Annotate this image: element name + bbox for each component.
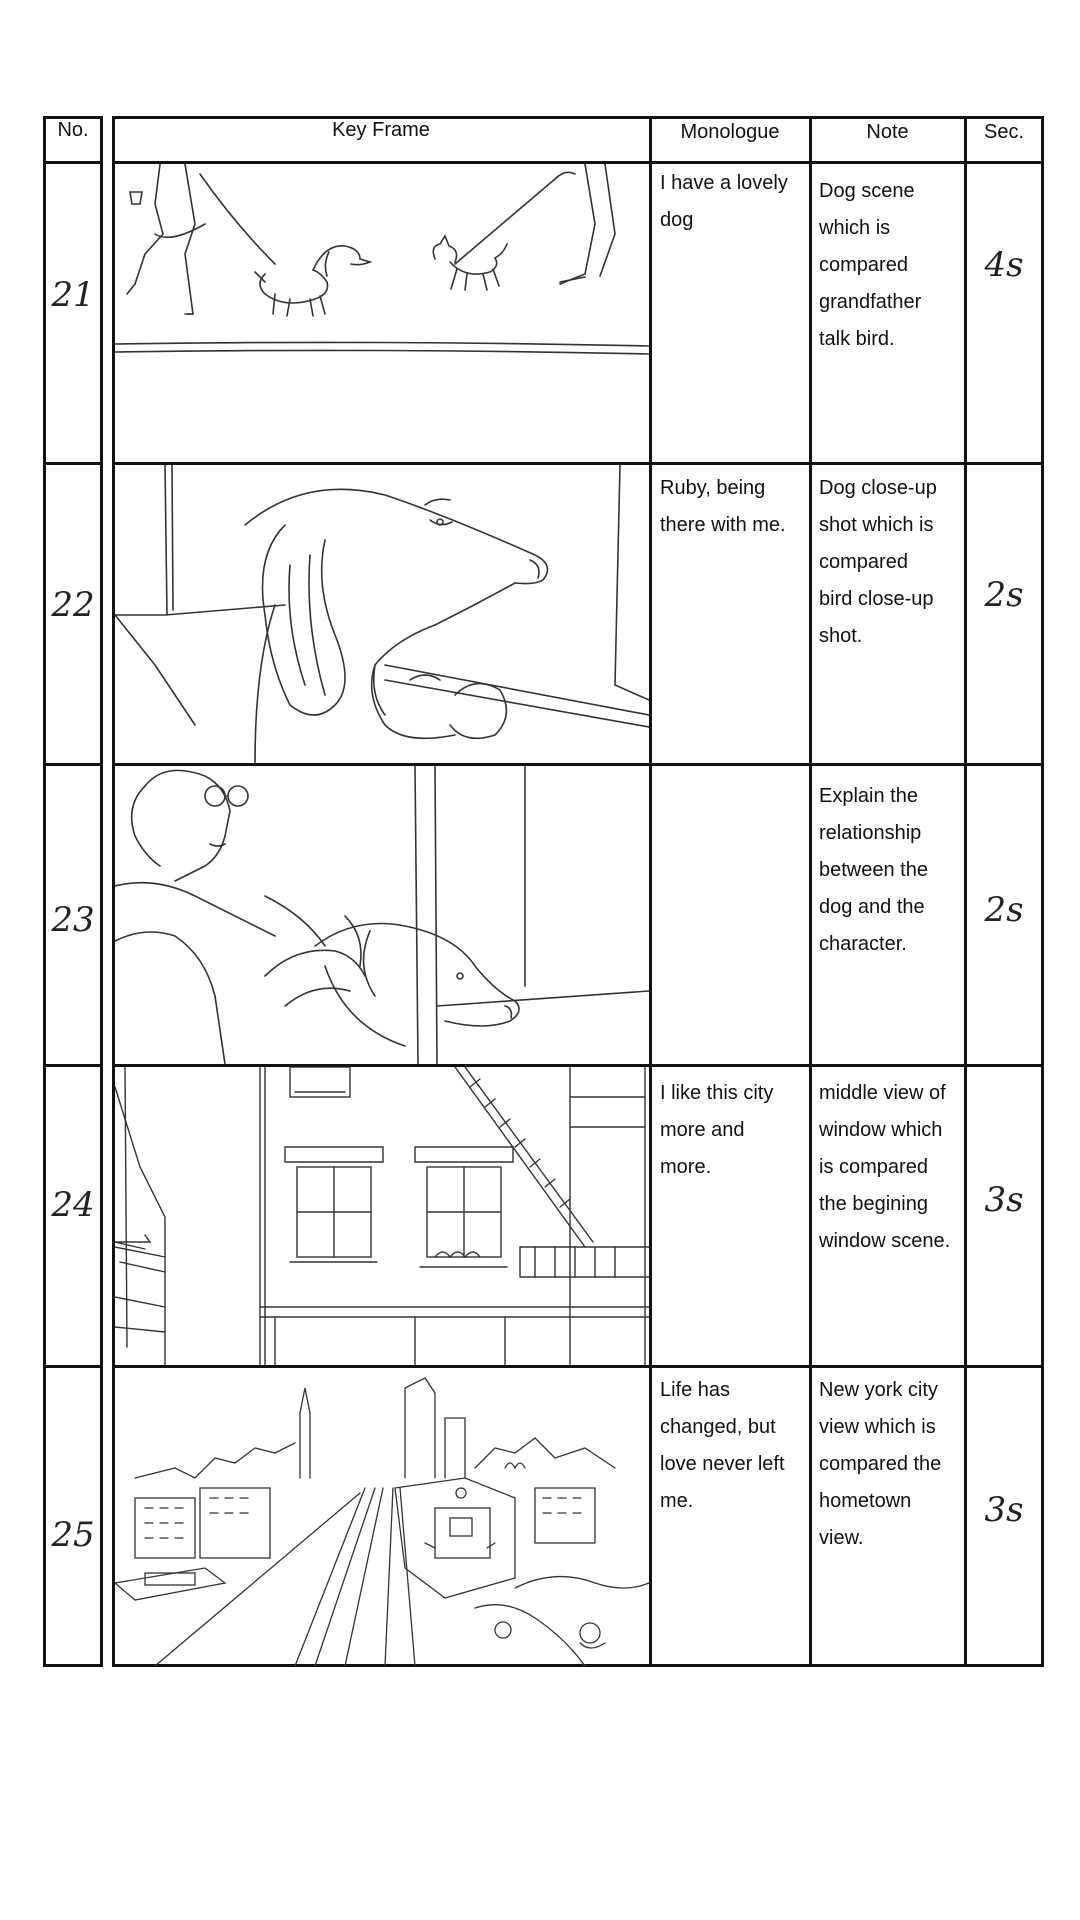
row-divider bbox=[43, 1365, 103, 1368]
row-seconds: 3s bbox=[984, 1490, 1024, 1530]
row-seconds: 4s bbox=[984, 245, 1024, 285]
monologue-cell: I have a lovely dog bbox=[660, 172, 788, 231]
key-frame-sketch-23 bbox=[115, 766, 649, 1064]
row-divider bbox=[43, 763, 103, 766]
key-frame-sketch-24 bbox=[115, 1067, 649, 1365]
note-cell: Dog scene which is compared grandfather talk bird. bbox=[819, 180, 922, 350]
note-cell: New york city view which is compared the hometown view. bbox=[819, 1379, 942, 1549]
header-sec: Sec. bbox=[983, 121, 1025, 143]
note-cell: middle view of window which is compared the begining window scene. bbox=[819, 1082, 951, 1252]
monologue-cell: I like this city more and more. bbox=[660, 1082, 774, 1178]
header-monologue: Monologue bbox=[680, 121, 780, 143]
key-frame-sketch-22 bbox=[115, 465, 649, 763]
row-number: 21 bbox=[51, 275, 95, 315]
row-divider bbox=[43, 1064, 103, 1067]
note-cell: Dog close-up shot which is compared bird close-up shot. bbox=[819, 477, 937, 647]
header-note: Note bbox=[866, 121, 909, 143]
row-seconds: 2s bbox=[984, 575, 1024, 615]
key-frame-sketch-21 bbox=[115, 164, 649, 462]
row-number: 25 bbox=[51, 1515, 95, 1555]
row-number: 24 bbox=[51, 1185, 95, 1225]
monologue-cell: Ruby, being there with me. bbox=[660, 477, 786, 536]
row-number: 23 bbox=[51, 900, 95, 940]
header-key-frame: Key Frame bbox=[332, 119, 430, 141]
key-frame-sketch-25 bbox=[115, 1368, 649, 1666]
row-seconds: 2s bbox=[984, 890, 1024, 930]
row-number: 22 bbox=[51, 585, 95, 625]
row-divider bbox=[43, 462, 103, 465]
header-no: No. bbox=[57, 119, 89, 141]
monologue-cell: Life has changed, but love never left me. bbox=[660, 1379, 785, 1512]
row-seconds: 3s bbox=[984, 1180, 1024, 1220]
note-cell: Explain the relationship between the dog and the character. bbox=[819, 785, 928, 955]
